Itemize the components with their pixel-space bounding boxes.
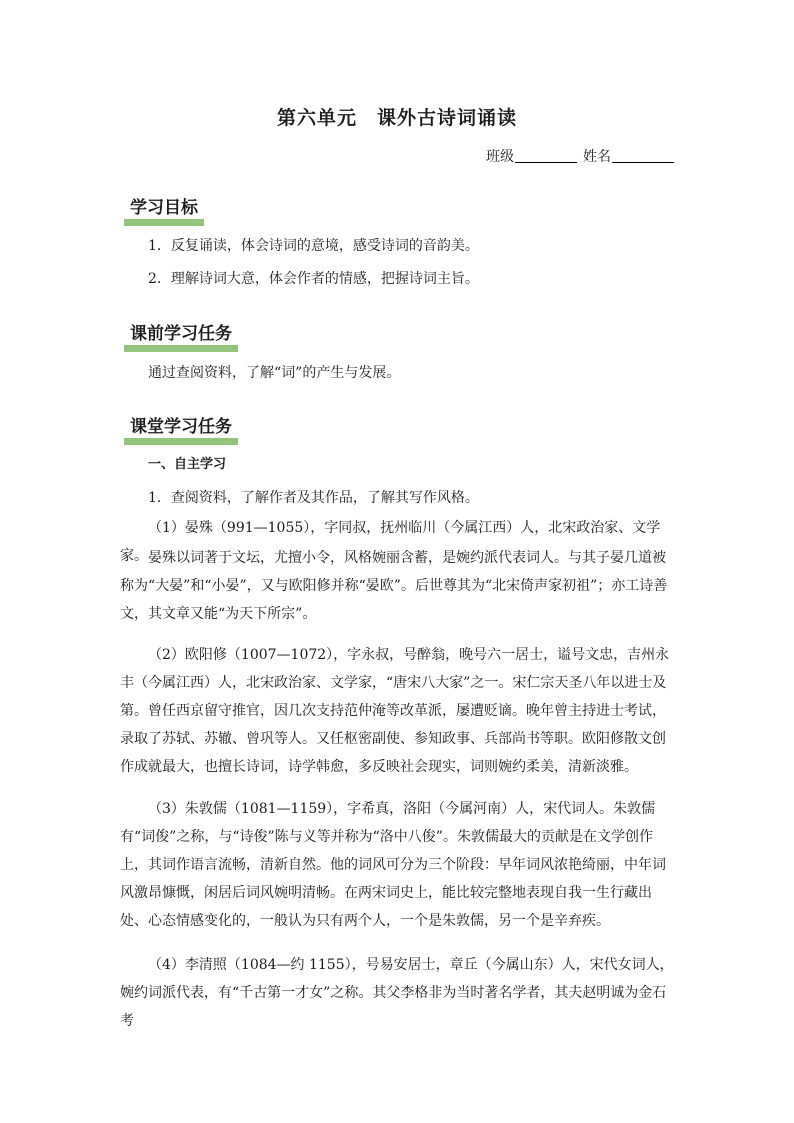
class-label: 班级 xyxy=(486,149,514,165)
author-paragraph: （2）欧阳修（1007—1072），字永叔，号醉翁，晚号六一居士，谥号文忠，吉州永丰（今属江西）人，北宋政治家、文学家，“唐宋八大家”之一。宋仁宗天圣八年以进士及第。曾任西京留守推官，因几次支持范仲淹等改革派，屡遭贬谪。晚年曾主持进士考试，录取了苏轼、苏辙、曾巩等人。又任枢密副使、参知政事、兵部尚书等职。欧阳修散文创作成就最大，也擅长诗词，诗学韩愈，多反映社会现实，词则婉约柔美，清新淡雅。 xyxy=(120,647,670,775)
student-info-line xyxy=(486,146,674,166)
pre-class-task: 通过查阅资料，了解“词”的产生与发展。 xyxy=(148,365,401,381)
section-heading-pre-class: 课前学习任务 xyxy=(126,319,236,346)
class-blank[interactable] xyxy=(515,148,577,163)
author-paragraph: （1）晏殊（991—1055），字同叔，抚州临川（今属江西）人，北宋政治家、文学家。 xyxy=(120,520,661,564)
subheading-self-study: 一、自主学习 xyxy=(148,457,227,472)
section-heading-in-class: 课堂学习任务 xyxy=(126,412,236,439)
goal-item: 2．理解诗词大意，体会作者的情感，把握诗词主旨。 xyxy=(148,271,479,287)
name-label: 姓名 xyxy=(583,149,611,165)
author-paragraph: （3）朱敦儒（1081—1159），字希真，洛阳（今属河南）人，宋代词人。朱敦儒有“词俊”之称，与“诗俊”陈与义等并称为“洛中八俊”。朱敦儒最大的贡献是在文学创作上，其词作语言流畅，清新自然。他的词风可分为三个阶段：早年词风浓艳绮丽，中年词风激昂慷慨，闲居后词风婉明清畅。在两宋词史上，能比较完整地表现自我一生行藏出处、心态情感变化的，一般认为只有两个人，一个是朱敦儒，另一个是辛弃疾。 xyxy=(120,801,666,929)
name-blank[interactable] xyxy=(612,148,674,163)
author-paragraph: 晏殊以词著于文坛，尤擅小令，风格婉丽含蓄，是婉约派代表词人。与其子晏几道被称为“大晏”和“小晏”，又与欧阳修并称“晏欧”。后世尊其为“北宋倚声家初祖”；亦工诗善文，其文章又能“为天下所宗”。 xyxy=(120,550,668,622)
page-title: 第六单元 课外古诗词诵读 xyxy=(276,107,517,129)
author-paragraph: （4）李清照（1084—约 1155），号易安居士，章丘（今属山东）人，宋代女词人，婉约词派代表，有“千古第一才女”之称。其父李格非为当时著名学者，其夫赵明诚为金石考 xyxy=(120,957,674,1029)
goal-item: 1．反复诵读，体会诗词的意境，感受诗词的音韵美。 xyxy=(148,238,479,254)
self-study-task: 1．查阅资料，了解作者及其作品，了解其写作风格。 xyxy=(148,490,479,506)
section-heading-goals: 学习目标 xyxy=(126,193,202,220)
